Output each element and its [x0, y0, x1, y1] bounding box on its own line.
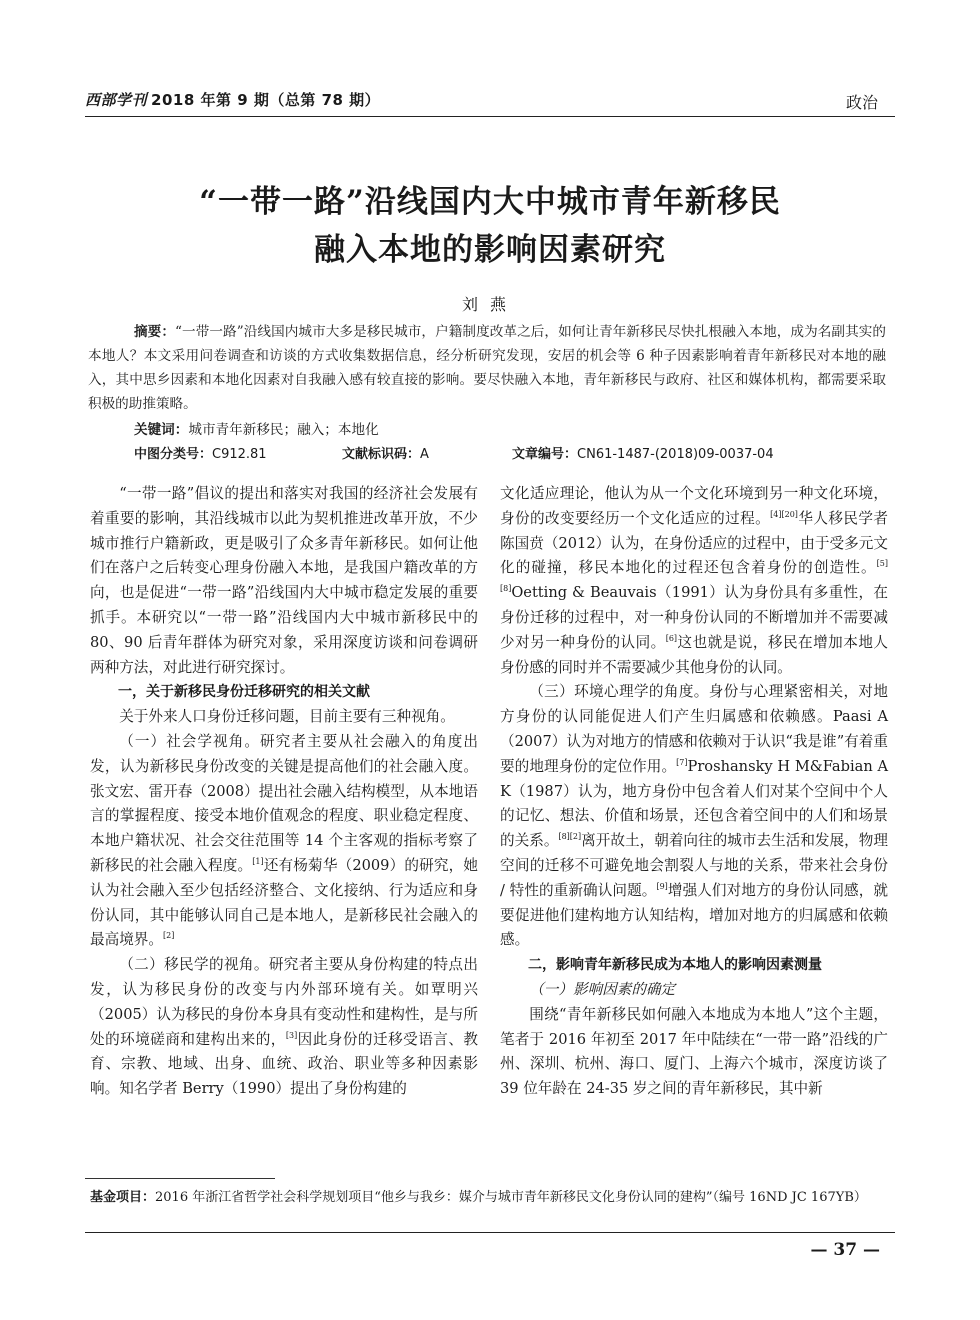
- clc-value: C912.81: [212, 447, 267, 462]
- keywords: [134, 418, 379, 438]
- text-span: Proshansky H M&Fabian A K（1987）认为，地方身份中包含着人们对某个空间中个人的记忆、想法、价值和场景，还包含着空间中的人们和场景的关系。: [500, 757, 888, 850]
- journal-name: 西部学刊: [85, 91, 148, 109]
- citation: [3]: [285, 1030, 298, 1040]
- citation: [9]: [656, 881, 668, 891]
- paragraph: 关于外来人口身份迁移问题，目前主要有三种视角。: [119, 708, 455, 726]
- page-number: — 37 —: [810, 1240, 880, 1260]
- citation: [2]: [162, 931, 175, 941]
- text-span: 离开故土，朝着向往的城市去生活和发展，物理空间的迁移不可避免地会割裂人与地的关系，带来社会身份 / 特性的重新确认问题。: [500, 832, 888, 899]
- paragraph: 围绕“青年新移民如何融入本地成为本地人”这个主题，笔者于 2016 年初至 2017 年中陆续在“一带一路”沿线的广州、深圳、杭州、海口、厦门、上海六个城市，深度访谈了 39 位年龄在 24-35 岁之间的青年新移民，其中新: [500, 1005, 888, 1098]
- text-span: 这也就是说，移民在增加本地人身份感的同时并不需要减少其他身份的认同。: [500, 633, 888, 676]
- text-span: （二）移民学的视角。研究者主要从身份构建的特点出发，认为移民身份的改变与内外部环境有关。如覃明兴（2005）认为移民的身份本身具有变动性和建构性，是与所处的环境磋商和建构出来的，: [90, 956, 478, 1048]
- abstract-label: 摘要：: [134, 324, 176, 340]
- art-value: CN61-1487-(2018)09-0037-04: [577, 447, 774, 462]
- title-line-1: “一带一路”沿线国内大中城市青年新移民: [199, 184, 781, 220]
- keywords-label: 关键词：: [134, 422, 189, 438]
- clc-number: [134, 443, 267, 462]
- paragraph: [90, 953, 478, 1102]
- author: 刘燕: [461, 295, 518, 314]
- clc-label: 中图分类号：: [134, 447, 213, 462]
- header-rule: [85, 116, 895, 117]
- paragraph: [500, 680, 888, 953]
- doc-value: A: [420, 447, 429, 462]
- fund-text: 2016 年浙江省哲学社会科学规划项目“他乡与我乡：媒介与城市青年新移民文化身份认同的建构”（编号 16ND JC 167YB）: [155, 1190, 867, 1205]
- text-span: 华人移民学者陈国贲（2012）认为，在身份适应的过程中，由于受多元文化的碰撞，移民本地化的过程还包含着身份的创造性。: [500, 509, 888, 577]
- text-span: （一）社会学视角。研究者主要从社会融入的角度出发，认为新移民身份改变的关键是提高他们的社会融入度。张文宏、雷开春（2008）提出社会融入结构模型，从本地语言的掌握程度、接受本地价值观念的程度、职业稳定程度、本地户籍状况、社会交往范围等 14 个主客观的指标考察了新移民的社会融入程度。: [90, 732, 478, 874]
- abstract-text: “一带一路”沿线国内城市大多是移民城市，户籍制度改革之后，如何让青年新移民尽快扎根融入本地，成为名副其实的本地人？本文采用问卷调查和访谈的方式收集数据信息，经分析研究发现，安居的机会等 6 种子因素影响着青年新移民对本地的融入，其中思乡因素和本地化因素对自我融入感有较直接的影响。要尽快融入本地，青年新移民与政府、社区和媒体机构，都需要采取积极的助推策略。: [88, 324, 887, 412]
- document-code: [342, 443, 429, 462]
- fund-label: 基金项目：: [90, 1190, 156, 1205]
- running-header: [85, 89, 380, 110]
- doc-label: 文献标识码：: [342, 447, 421, 462]
- text-span: Oetting & Beauvais（1991）认为身份具有多重性，在身份迁移的过程中，对一种身份认同的不断增加并不需要减少对另一种身份的认同。: [500, 584, 888, 651]
- title-line-2: 融入本地的影响因素研究: [314, 232, 666, 268]
- text-span: （三）环境心理学的角度。身份与心理紧密相关，对地方身份的认同能促进人们产生归属感和依赖感。Paasi A（2007）认为对地方的情感和依赖对于认识“我是谁”有着重要的地理身份的定位作用。: [500, 683, 888, 775]
- citation: [6]: [665, 633, 678, 643]
- text-span: 因此身份的迁移受语言、教育、宗教、地域、出身、血统、政治、职业等多种因素影响。知名学者 Berry（1990）提出了身份构建的: [90, 1030, 478, 1098]
- abstract: [88, 320, 886, 416]
- paragraph: [90, 730, 478, 953]
- right-column: [500, 482, 888, 1102]
- section-heading-1: 一，关于新移民身份迁移研究的相关文献: [118, 684, 370, 701]
- section-heading-2: 二，影响青年新移民成为本地人的影响因素测量: [528, 957, 822, 974]
- citation: [5][8]: [500, 559, 888, 594]
- article-number: [512, 443, 774, 462]
- art-label: 文章编号：: [512, 447, 578, 462]
- citation: [1]: [252, 857, 264, 867]
- section-label: 政治: [845, 93, 878, 112]
- citation: [7]: [676, 757, 688, 767]
- footnote-rule: [85, 1178, 275, 1179]
- paragraph: [500, 482, 888, 680]
- issue-info: 2018 年第 9 期（总第 78 期）: [151, 91, 381, 109]
- left-column: [90, 482, 478, 1102]
- fund-note: [90, 1188, 890, 1208]
- keywords-text: 城市青年新移民；融入；本地化: [188, 422, 379, 438]
- citation: [4][20]: [770, 509, 798, 519]
- paragraph: “一带一路”倡议的提出和落实对我国的经济社会发展有着重要的影响，其沿线城市以此为契机推进改革开放，不少城市推行户籍新政，更是吸引了众多青年新移民。如何让他们在落户之后转变心理身份融入本地，是我国户籍改革的方向，也是促进“一带一路”沿线国内大中城市稳定发展的重要抓手。本研究以“一带一路”沿线国内大中城市新移民中的 80、90 后青年群体为研究对象，采用深度访谈和问卷调研两种方法，对此进行研究探讨。: [90, 485, 478, 676]
- text-span: 文化适应理论，他认为从一个文化环境到另一种文化环境，身份的改变要经历一个文化适应的过程。: [500, 485, 888, 527]
- citation: [8][2]: [558, 832, 582, 842]
- text-span: 还有杨菊华（2009）的研究，她认为社会融入至少包括经济整合、文化接纳、行为适应和身份认同，其中能够认同自己是本地人，是新移民社会融入的最高境界。: [90, 856, 478, 949]
- text-span: 增强人们对地方的身份认同感，就要促进他们建构地方认知结构，增加对地方的归属感和依赖感。: [500, 881, 888, 949]
- footer-rule: [85, 1232, 895, 1233]
- subsection-heading: （一）影响因素的确定: [529, 980, 676, 998]
